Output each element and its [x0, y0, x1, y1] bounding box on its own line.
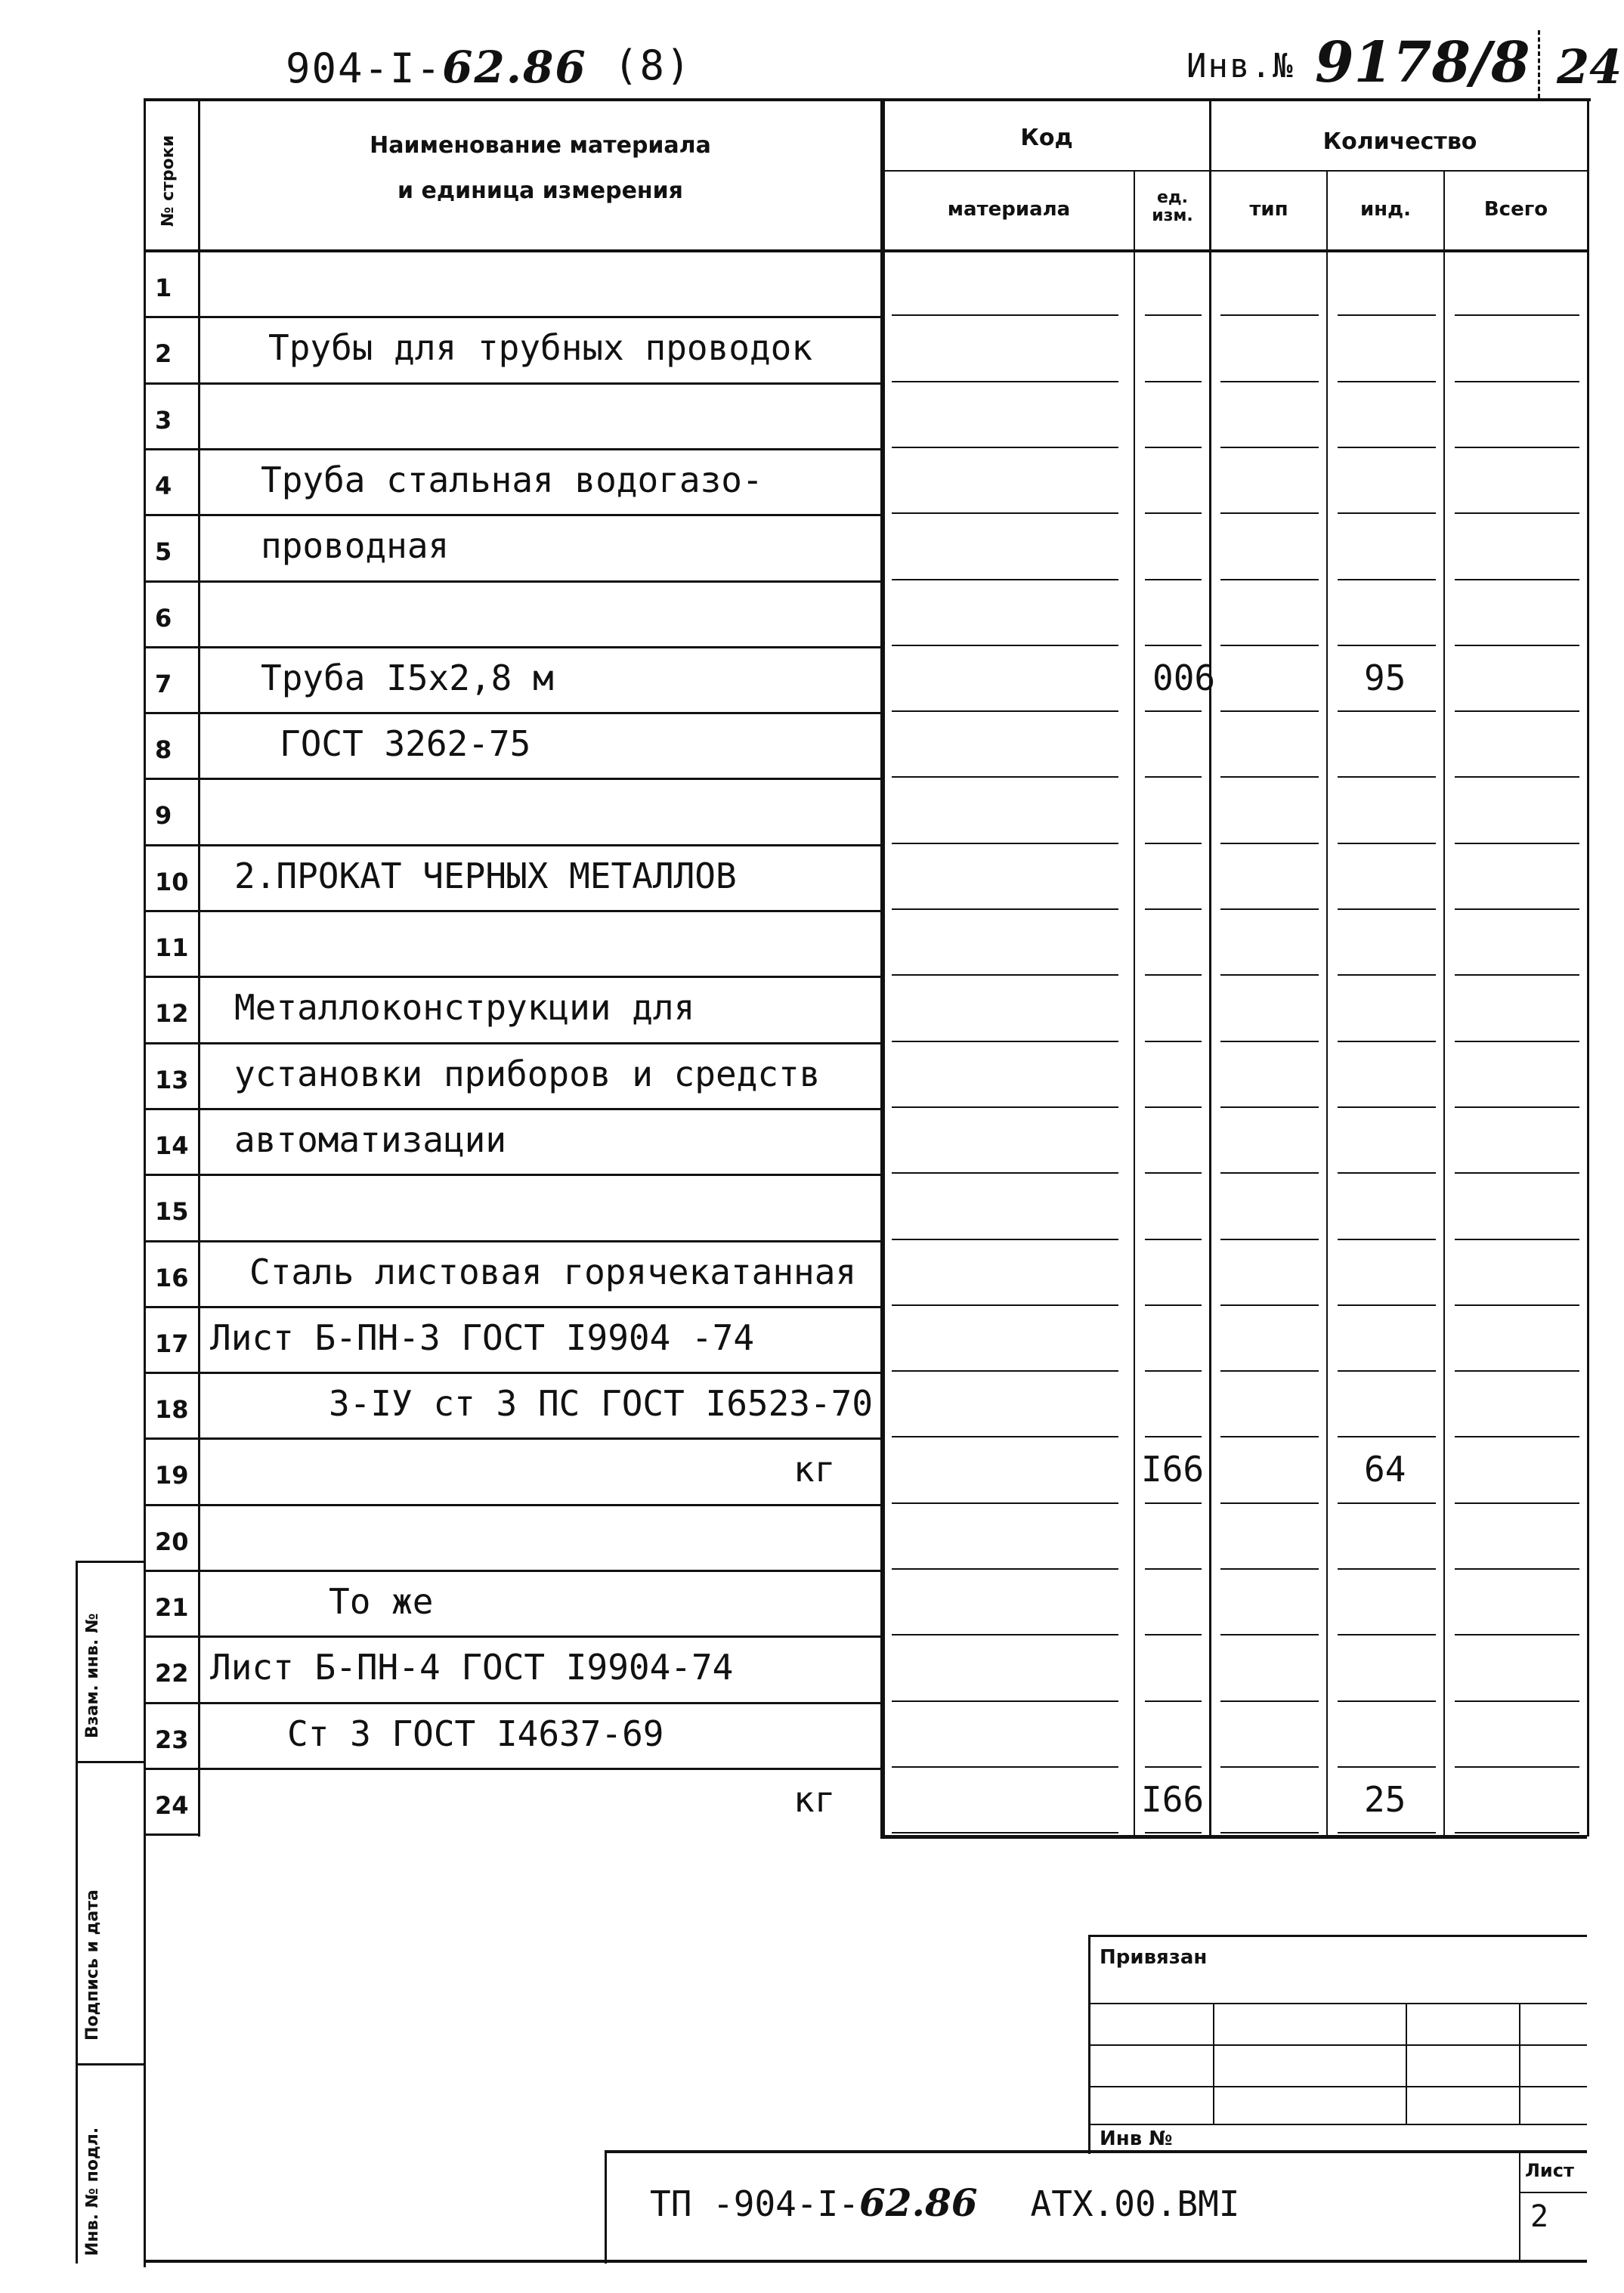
row-name-underline	[198, 976, 880, 978]
row-cell-underline	[1220, 843, 1319, 844]
row-cell-underline	[1455, 1766, 1579, 1768]
col-code-material-header: материала	[947, 198, 1071, 221]
col-name-header-line2: и единица измерения	[397, 178, 683, 204]
row-material-name: ГОСТ 3262-75	[280, 723, 531, 765]
row-name-underline	[198, 514, 880, 516]
row-unit-code: I66	[1141, 1449, 1205, 1490]
page-bottom-line	[144, 2260, 1587, 2263]
row-cell-underline	[1220, 1568, 1319, 1570]
row-material-name: кг	[793, 1449, 836, 1490]
row-cell-underline	[1338, 1832, 1436, 1833]
row-cell-underline	[1455, 579, 1579, 580]
row-name-underline	[198, 1174, 880, 1176]
row-number: 1	[155, 274, 172, 302]
row-cell-underline	[1220, 512, 1319, 514]
doc-number	[286, 42, 587, 93]
rownum-divider	[144, 448, 198, 450]
rownum-divider	[144, 514, 198, 516]
row-cell-underline	[1455, 314, 1579, 316]
rownum-divider	[144, 1437, 198, 1440]
row-cell-underline	[892, 1568, 1118, 1570]
stamp-line-3	[1088, 2086, 1587, 2087]
row-cell-underline	[1220, 1172, 1319, 1174]
row-cell-underline	[1455, 1568, 1579, 1570]
row-cell-underline	[1145, 1766, 1202, 1768]
row-cell-underline	[1145, 1568, 1202, 1570]
qty-ind-line	[1443, 170, 1445, 1837]
row-cell-underline	[1338, 1634, 1436, 1635]
col-qty-type-header: тип	[1249, 198, 1288, 221]
row-cell-underline	[1455, 1634, 1579, 1635]
row-cell-underline	[1455, 1436, 1579, 1437]
rownum-divider	[144, 1570, 198, 1572]
subheader-line	[880, 170, 1587, 172]
rownum-divider	[144, 1833, 198, 1836]
title-list-number: 2	[1530, 2199, 1549, 2234]
title-code	[650, 2180, 1239, 2225]
stamp-inv-no: Инв №	[1100, 2127, 1173, 2150]
row-material-name: проводная	[261, 525, 450, 567]
row-cell-underline	[1220, 381, 1319, 382]
row-cell-underline	[1145, 1041, 1202, 1042]
row-cell-underline	[1455, 381, 1579, 382]
row-cell-underline	[1338, 1436, 1436, 1437]
row-cell-underline	[1145, 314, 1202, 316]
col-code-unit-header: ед. изм.	[1152, 188, 1193, 225]
right-frame-line	[1587, 98, 1589, 1837]
row-number: 16	[155, 1263, 189, 1292]
row-cell-underline	[1220, 1700, 1319, 1702]
row-cell-underline	[892, 1502, 1118, 1504]
row-number: 4	[155, 471, 172, 500]
rownum-divider	[144, 316, 198, 318]
row-cell-underline	[892, 908, 1118, 910]
row-number: 2	[155, 339, 172, 369]
row-material-name: Лист Б-ПН-3 ГОСТ I9904 -74	[210, 1317, 755, 1358]
row-material-name: кг	[793, 1778, 836, 1820]
row-name-underline	[198, 1240, 880, 1242]
side-strip-div2	[76, 2063, 145, 2066]
row-cell-underline	[1455, 1239, 1579, 1240]
rownum-divider	[144, 1306, 198, 1308]
row-cell-underline	[1338, 1106, 1436, 1108]
row-name-underline	[198, 1437, 880, 1440]
row-number: 24	[155, 1790, 189, 1820]
row-cell-underline	[892, 710, 1118, 712]
row-cell-underline	[1220, 1304, 1319, 1306]
row-name-underline	[198, 1504, 880, 1506]
row-cell-underline	[1220, 1766, 1319, 1768]
stamp-top-line	[1088, 1935, 1587, 1937]
row-cell-underline	[892, 645, 1118, 646]
sheet-divider	[1538, 30, 1540, 98]
side-label-podpis: Подпись и дата	[83, 1889, 102, 2041]
row-cell-underline	[1220, 645, 1319, 646]
row-cell-underline	[1220, 1370, 1319, 1372]
row-cell-underline	[1145, 1832, 1202, 1833]
row-qty-ind: 95	[1364, 657, 1406, 698]
row-cell-underline	[1338, 1766, 1436, 1768]
col-rownum-header: № строки	[159, 135, 178, 227]
row-cell-underline	[1455, 710, 1579, 712]
row-cell-underline	[1455, 1304, 1579, 1306]
row-material-name: Трубы для трубных проводок	[268, 327, 813, 369]
row-qty-ind: 64	[1364, 1449, 1406, 1490]
rownum-divider	[144, 1504, 198, 1506]
row-cell-underline	[1220, 1239, 1319, 1240]
side-strip-outer-line	[76, 1561, 78, 2264]
rownum-divider	[144, 778, 198, 780]
col-qty-header: Количество	[1322, 128, 1477, 155]
title-list-label: Лист	[1525, 2160, 1574, 2181]
row-cell-underline	[1220, 1832, 1319, 1833]
row-cell-underline	[1338, 1041, 1436, 1042]
row-number: 22	[155, 1659, 189, 1688]
rownum-divider	[144, 1174, 198, 1176]
row-cell-underline	[1220, 776, 1319, 778]
row-cell-underline	[1220, 1502, 1319, 1504]
stamp-line-1	[1088, 2003, 1587, 2004]
row-name-underline	[198, 1372, 880, 1374]
row-cell-underline	[1220, 314, 1319, 316]
rownum-divider	[144, 976, 198, 978]
row-number: 14	[155, 1131, 189, 1160]
row-material-name: установки приборов и средств	[234, 1053, 821, 1094]
row-cell-underline	[1455, 1370, 1579, 1372]
row-cell-underline	[892, 1634, 1118, 1635]
title-list-divider	[1519, 2150, 1520, 2262]
stamp-line-2	[1088, 2044, 1587, 2046]
row-cell-underline	[1338, 908, 1436, 910]
row-name-underline	[198, 1768, 880, 1770]
row-name-underline	[198, 316, 880, 318]
row-cell-underline	[1455, 1502, 1579, 1504]
title-code-handwritten: 62.86	[858, 2180, 978, 2225]
page-paren: (8)	[614, 42, 692, 89]
row-cell-underline	[1338, 579, 1436, 580]
row-material-name: 3-IУ ст 3 ПС ГОСТ I6523-70	[329, 1383, 874, 1425]
row-cell-underline	[1338, 1172, 1436, 1174]
row-cell-underline	[892, 1106, 1118, 1108]
row-cell-underline	[1455, 843, 1579, 844]
row-name-underline	[198, 448, 880, 450]
row-cell-underline	[1145, 512, 1202, 514]
row-cell-underline	[892, 512, 1118, 514]
header-bottom-line	[144, 249, 1587, 252]
row-cell-underline	[1220, 908, 1319, 910]
row-cell-underline	[892, 1172, 1118, 1174]
row-cell-underline	[1220, 579, 1319, 580]
rownum-divider	[144, 844, 198, 846]
row-number: 20	[155, 1527, 189, 1556]
row-cell-underline	[1338, 1239, 1436, 1240]
row-cell-underline	[892, 1304, 1118, 1306]
row-number: 21	[155, 1593, 189, 1622]
row-cell-underline	[892, 314, 1118, 316]
row-number: 10	[155, 867, 189, 896]
row-cell-underline	[892, 1041, 1118, 1042]
row-cell-underline	[1220, 1041, 1319, 1042]
row-cell-underline	[1338, 314, 1436, 316]
row-cell-underline	[1455, 1832, 1579, 1833]
stamp-vline-3	[1519, 2003, 1520, 2124]
rownum-divider	[144, 1702, 198, 1704]
row-material-name: То же	[329, 1581, 434, 1622]
row-cell-underline	[1145, 1502, 1202, 1504]
row-cell-underline	[1455, 1700, 1579, 1702]
row-name-underline	[198, 1570, 880, 1572]
row-cell-underline	[892, 381, 1118, 382]
rownum-divider	[144, 382, 198, 385]
row-cell-underline	[1220, 1436, 1319, 1437]
table-bottom-line	[880, 1835, 1587, 1839]
row-cell-underline	[892, 579, 1118, 580]
stamp-privyazan: Привязан	[1100, 1946, 1208, 1969]
rownum-divider	[144, 712, 198, 714]
row-name-underline	[198, 844, 880, 846]
row-number: 12	[155, 999, 189, 1029]
row-cell-underline	[1455, 776, 1579, 778]
row-number: 6	[155, 603, 172, 633]
row-cell-underline	[1338, 1700, 1436, 1702]
row-cell-underline	[1338, 1370, 1436, 1372]
row-cell-underline	[1220, 974, 1319, 976]
rownum-divider	[144, 580, 198, 583]
row-cell-underline	[1145, 1106, 1202, 1108]
stamp-line-4	[1088, 2124, 1587, 2125]
row-cell-underline	[1338, 843, 1436, 844]
row-number: 17	[155, 1329, 189, 1358]
sheet-number: 24	[1557, 39, 1622, 94]
row-material-name: Труба I5x2,8 м	[261, 657, 554, 698]
qty-type-line	[1326, 170, 1328, 1837]
rownum-divider	[144, 646, 198, 648]
name-col-line	[880, 98, 885, 1837]
inventory-label: Инв.№	[1186, 47, 1295, 85]
rownum-divider	[144, 1042, 198, 1044]
row-cell-underline	[892, 974, 1118, 976]
row-cell-underline	[892, 1239, 1118, 1240]
row-cell-underline	[1145, 1634, 1202, 1635]
row-cell-underline	[1145, 381, 1202, 382]
row-cell-underline	[1455, 974, 1579, 976]
row-cell-underline	[1145, 1700, 1202, 1702]
row-cell-underline	[1145, 579, 1202, 580]
side-strip-div1	[76, 1761, 145, 1763]
row-cell-underline	[1338, 974, 1436, 976]
row-cell-underline	[1455, 1041, 1579, 1042]
row-cell-underline	[1338, 512, 1436, 514]
row-material-name: 2.ПРОКАТ ЧЕРНЫХ МЕТАЛЛОВ	[234, 855, 737, 896]
row-cell-underline	[892, 447, 1118, 448]
col-code-header: Код	[1020, 125, 1073, 151]
row-cell-underline	[1220, 1634, 1319, 1635]
row-cell-underline	[1455, 908, 1579, 910]
row-cell-underline	[892, 1436, 1118, 1437]
row-cell-underline	[892, 843, 1118, 844]
row-cell-underline	[1145, 776, 1202, 778]
row-cell-underline	[892, 1370, 1118, 1372]
row-cell-underline	[1220, 710, 1319, 712]
row-cell-underline	[1220, 1106, 1319, 1108]
row-cell-underline	[892, 1700, 1118, 1702]
row-cell-underline	[1145, 974, 1202, 976]
row-name-underline	[198, 1635, 880, 1638]
col-qty-total-header: Всего	[1483, 198, 1548, 221]
row-cell-underline	[1338, 381, 1436, 382]
row-unit-code: 006	[1152, 657, 1216, 698]
row-name-underline	[198, 1108, 880, 1110]
row-name-underline	[198, 580, 880, 583]
row-cell-underline	[892, 1766, 1118, 1768]
rownum-divider	[144, 1108, 198, 1110]
row-material-name: автоматизации	[234, 1119, 507, 1160]
row-number: 19	[155, 1461, 189, 1490]
row-material-name: Металлоконструкции для	[234, 987, 695, 1029]
col-name-header-line1: Наименование материала	[370, 132, 711, 159]
row-cell-underline	[1338, 1568, 1436, 1570]
doc-number-handwritten: 62.86	[442, 42, 587, 93]
row-material-name: Лист Б-ПН-4 ГОСТ I9904-74	[210, 1647, 734, 1688]
row-name-underline	[198, 382, 880, 385]
row-cell-underline	[1145, 710, 1202, 712]
row-cell-underline	[1145, 645, 1202, 646]
row-name-underline	[198, 646, 880, 648]
row-cell-underline	[1455, 512, 1579, 514]
left-frame-line	[144, 98, 146, 2267]
row-cell-underline	[1145, 1172, 1202, 1174]
row-number: 11	[155, 933, 189, 962]
row-number: 8	[155, 735, 172, 765]
row-cell-underline	[1338, 447, 1436, 448]
row-cell-underline	[1338, 776, 1436, 778]
code-qty-line	[1209, 98, 1211, 1837]
row-cell-underline	[1145, 1370, 1202, 1372]
row-name-underline	[198, 712, 880, 714]
row-cell-underline	[1145, 843, 1202, 844]
row-number: 7	[155, 669, 172, 698]
stamp-vline-2	[1406, 2003, 1407, 2124]
row-material-name: Сталь листовая горячекатанная	[249, 1251, 857, 1292]
title-code-prefix: ТП -904-I-	[650, 2183, 859, 2224]
row-name-underline	[198, 1042, 880, 1044]
row-name-underline	[198, 910, 880, 912]
row-cell-underline	[1145, 1304, 1202, 1306]
row-number: 13	[155, 1065, 189, 1094]
row-cell-underline	[1455, 645, 1579, 646]
title-code-suffix: АТХ.00.ВМI	[1030, 2183, 1240, 2224]
row-number: 23	[155, 1725, 189, 1754]
row-number: 18	[155, 1395, 189, 1425]
row-cell-underline	[1145, 1239, 1202, 1240]
row-unit-code: I66	[1141, 1778, 1205, 1820]
code-unit-line	[1134, 170, 1135, 1837]
row-cell-underline	[1338, 1502, 1436, 1504]
row-number: 15	[155, 1197, 189, 1227]
row-qty-ind: 25	[1364, 1778, 1406, 1820]
rownum-divider	[144, 1372, 198, 1374]
row-cell-underline	[1338, 710, 1436, 712]
rownum-divider	[144, 910, 198, 912]
rownum-divider	[144, 1768, 198, 1770]
row-number: 9	[155, 801, 172, 831]
side-label-vzam: Взам. инв. №	[83, 1613, 102, 1738]
inventory-number: 9178/8	[1315, 30, 1530, 95]
title-list-line	[1519, 2192, 1587, 2193]
row-cell-underline	[1145, 447, 1202, 448]
side-label-invpodl: Инв. № подл.	[83, 2127, 102, 2256]
row-name-underline	[198, 778, 880, 780]
row-cell-underline	[1220, 447, 1319, 448]
side-strip-top	[76, 1561, 145, 1563]
rownum-divider	[144, 1635, 198, 1638]
row-cell-underline	[1145, 1436, 1202, 1437]
row-number: 3	[155, 405, 172, 435]
row-name-underline	[198, 1306, 880, 1308]
row-cell-underline	[1338, 645, 1436, 646]
title-left-line	[605, 2150, 607, 2264]
row-cell-underline	[1455, 447, 1579, 448]
row-number: 5	[155, 537, 172, 567]
title-top-line	[605, 2150, 1587, 2153]
row-material-name: Труба стальная водогазо-	[261, 459, 763, 500]
row-cell-underline	[1338, 1304, 1436, 1306]
table-top-border	[144, 98, 1591, 101]
row-cell-underline	[892, 1832, 1118, 1833]
row-cell-underline	[1145, 908, 1202, 910]
row-cell-underline	[892, 776, 1118, 778]
row-cell-underline	[1455, 1172, 1579, 1174]
rownum-divider	[144, 1240, 198, 1242]
stamp-vline-1	[1213, 2003, 1214, 2124]
row-name-underline	[198, 1702, 880, 1704]
row-material-name: Ст 3 ГОСТ I4637-69	[287, 1713, 664, 1754]
doc-number-prefix: 904-I-	[286, 45, 443, 92]
col-qty-ind-header: инд.	[1360, 198, 1412, 221]
row-cell-underline	[1455, 1106, 1579, 1108]
